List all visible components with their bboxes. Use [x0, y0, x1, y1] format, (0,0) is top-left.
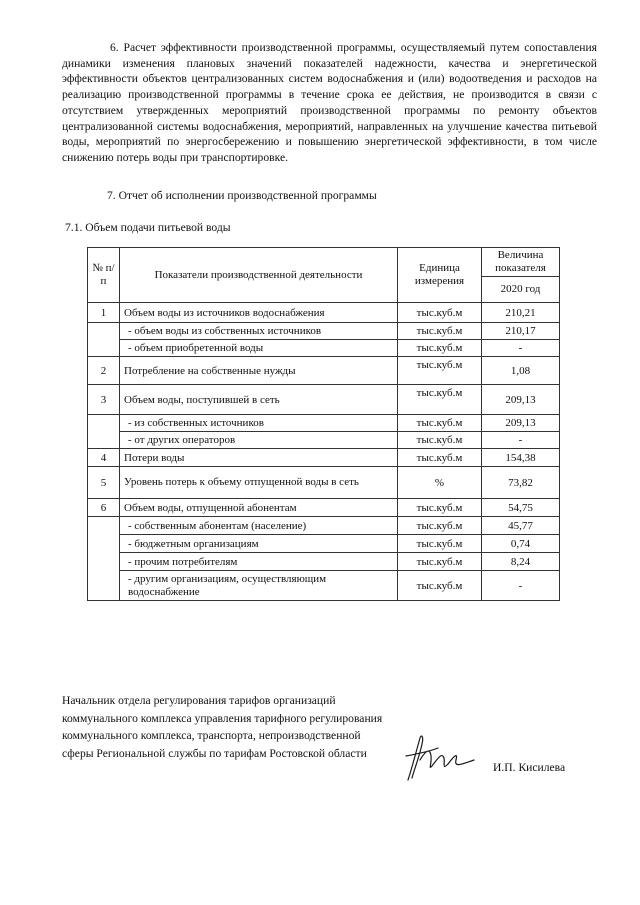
signatory-title: Начальник отдела регулирования тарифов организаций коммунального комплекса управления тарифного регулирования коммунального комплекса, транспорта, непроизводственной сферы Региональной службы по тарифам Ростовской области [62, 694, 383, 760]
row-value: 209,13 [482, 415, 560, 432]
row-number [88, 323, 120, 357]
row-number: 5 [88, 467, 120, 499]
section-7-title: 7. Отчет об исполнении производственной программы [107, 189, 377, 202]
row-indicator: - от других операторов [120, 432, 398, 449]
row-indicator: - собственным абонентам (население) [120, 517, 398, 535]
row-number [88, 517, 120, 601]
row-indicator: - из собственных источников [120, 415, 398, 432]
table-row [88, 432, 560, 449]
row-unit: тыс.куб.м [398, 432, 482, 449]
table-row [88, 357, 560, 385]
header-unit: Единица измерения [398, 248, 482, 303]
row-unit: тыс.куб.м [398, 535, 482, 553]
row-value: - [482, 340, 560, 357]
row-value: 210,17 [482, 323, 560, 340]
row-number: 4 [88, 449, 120, 467]
row-unit: тыс.куб.м [398, 415, 482, 432]
row-value: 73,82 [482, 467, 560, 499]
header-value: Величина показателя [482, 248, 560, 277]
table-row [88, 323, 560, 340]
table-row [88, 535, 560, 553]
row-indicator: Объем воды из источников водоснабжения [120, 303, 398, 323]
row-number [88, 415, 120, 449]
table-row [88, 385, 560, 415]
row-unit: тыс.куб.м [398, 357, 482, 385]
row-unit: тыс.куб.м [398, 323, 482, 340]
row-indicator: - прочим потребителям [120, 553, 398, 571]
header-no: № п/п [88, 248, 120, 303]
header-indicator: Показатели производственной деятельности [120, 248, 398, 303]
row-value: 209,13 [482, 385, 560, 415]
table-row [88, 499, 560, 517]
row-value: 154,38 [482, 449, 560, 467]
row-indicator: Объем воды, поступившей в сеть [120, 385, 398, 415]
row-unit: тыс.куб.м [398, 303, 482, 323]
row-indicator: Потери воды [120, 449, 398, 467]
row-value: - [482, 432, 560, 449]
section-7-1-title: 7.1. Объем подачи питьевой воды [65, 221, 231, 234]
row-value: 45,77 [482, 517, 560, 535]
row-unit: % [398, 467, 482, 499]
table-row [88, 303, 560, 323]
row-indicator: Объем воды, отпущенной абонентам [120, 499, 398, 517]
row-value: 210,21 [482, 303, 560, 323]
header-year: 2020 год [482, 277, 560, 303]
row-value: 0,74 [482, 535, 560, 553]
row-indicator: - объем воды из собственных источников [120, 323, 398, 340]
water-supply-table [87, 247, 560, 601]
row-indicator: - другим организациям, осуществляющим водоснабжение [120, 571, 398, 601]
row-indicator: - объем приобретенной воды [120, 340, 398, 357]
row-unit: тыс.куб.м [398, 571, 482, 601]
table-row [88, 415, 560, 432]
row-indicator: Уровень потерь к объему отпущенной воды в сеть [120, 467, 398, 499]
row-number: 2 [88, 357, 120, 385]
table-row [88, 467, 560, 499]
row-value: 1,08 [482, 357, 560, 385]
row-unit: тыс.куб.м [398, 517, 482, 535]
row-value: - [482, 571, 560, 601]
row-value: 54,75 [482, 499, 560, 517]
row-indicator: - бюджетным организациям [120, 535, 398, 553]
row-unit: тыс.куб.м [398, 449, 482, 467]
paragraph-6: 6. Расчет эффективности производственной программы, осуществляемый путем сопоставления динамики изменения плановых значений показателей надежности, качества и энергетической эффективности объектов централизованных систем водоснабжения и (или) водоотведения и расходов на реализацию производственной программы в течение срока ее действия, не производится в связи с отсутствием утвержденных мероприятий производственной программы по ремонту объектов централизованной системы водоснабжения, мероприятий, направленных на улучшение качества питьевой воды, мероприятий по энергосбережению и повышению энергетической эффективности, в том числе снижению потерь воды при транспортировке. [62, 41, 597, 164]
row-number: 3 [88, 385, 120, 415]
table-row [88, 449, 560, 467]
row-unit: тыс.куб.м [398, 385, 482, 415]
handwritten-signature [398, 730, 478, 785]
row-number: 6 [88, 499, 120, 517]
signatory-name: И.П. Кисилева [493, 761, 566, 774]
table-row [88, 340, 560, 357]
table-row [88, 553, 560, 571]
table-row [88, 571, 560, 601]
row-unit: тыс.куб.м [398, 340, 482, 357]
row-value: 8,24 [482, 553, 560, 571]
row-indicator: Потребление на собственные нужды [120, 357, 398, 385]
row-number: 1 [88, 303, 120, 323]
row-unit: тыс.куб.м [398, 553, 482, 571]
row-unit: тыс.куб.м [398, 499, 482, 517]
table-row [88, 517, 560, 535]
